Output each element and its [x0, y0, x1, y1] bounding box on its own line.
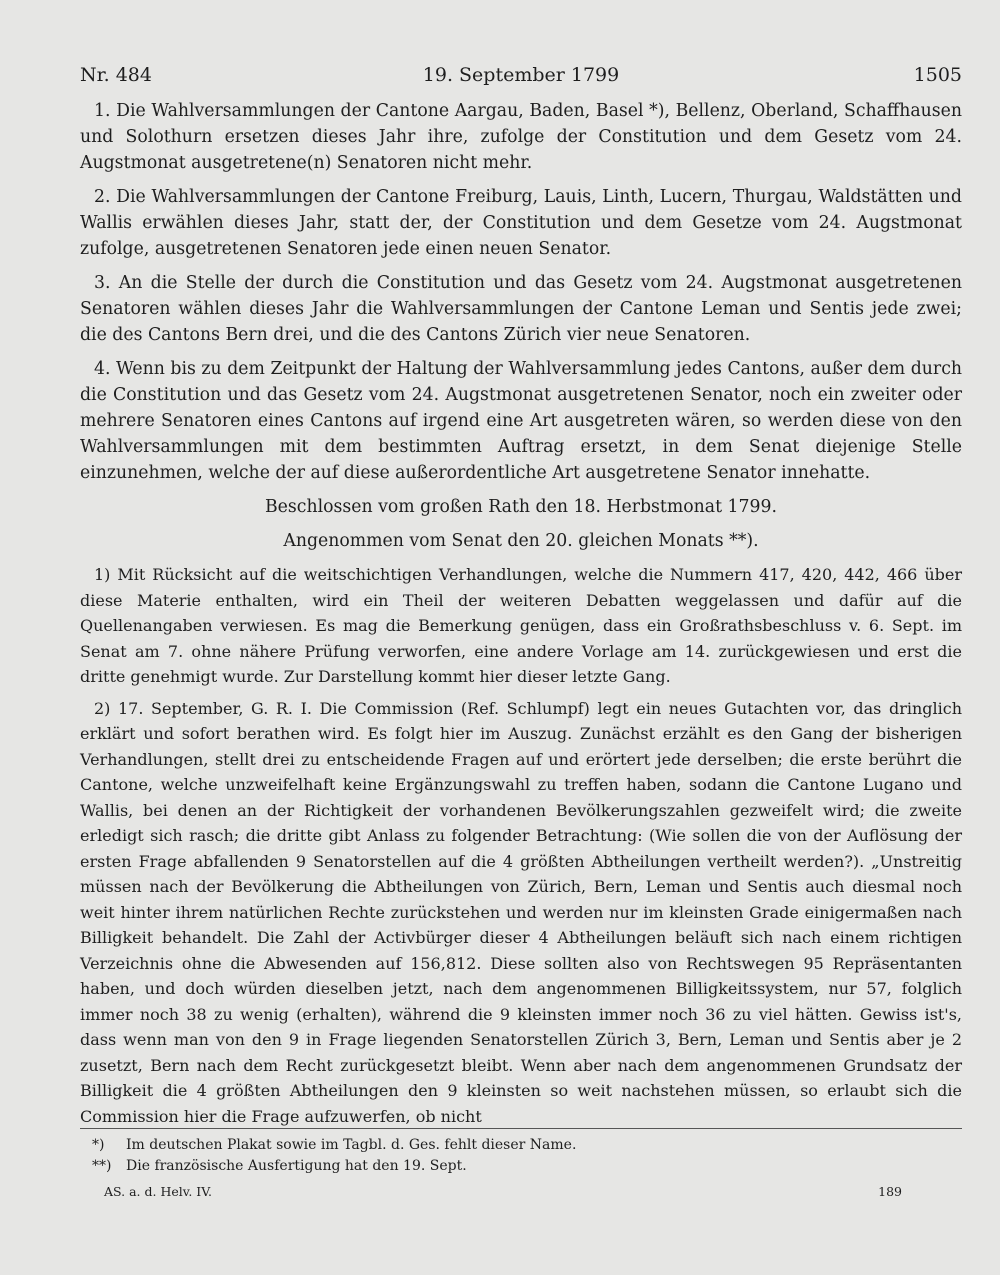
collection-signature: AS. a. d. Helv. IV.	[104, 1184, 213, 1199]
footnotes	[80, 1128, 962, 1177]
main-text	[80, 98, 962, 554]
footnote-mark: *)	[92, 1137, 105, 1153]
article-2: 2. Die Wahlversammlungen der Cantone Freiburg, Lauis, Linth, Lucern, Thurgau, Waldstätten und Wallis erwählen dieses Jahr, statt der, der Constitution und dem Gesetze vom 24. Augstmonat zufolge, ausgetretenen Senatoren jede einen neuen Senator.	[80, 187, 962, 259]
resolution-line: Beschlossen vom großen Rath den 18. Herbstmonat 1799.	[264, 497, 778, 517]
sheet-number: 189	[878, 1184, 902, 1199]
footnote-2	[92, 1156, 962, 1177]
article-3: 3. An die Stelle der durch die Constitution und das Gesetz vom 24. Augstmonat ausgetretenen Senatoren wählen dieses Jahr die Wahlversammlungen der Cantone Leman und Sentis jede zwei; die des Cantons Bern drei, und die des Cantons Zürich vier neue Senatoren.	[80, 273, 962, 345]
running-header	[80, 60, 962, 90]
page-number: 1505	[913, 64, 962, 86]
footnote-mark: **)	[92, 1158, 112, 1174]
document-number: Nr. 484	[80, 64, 152, 86]
header-date: 19. September 1799	[422, 64, 620, 86]
note-2: 2) 17. September, G. R. I. Die Commission (Ref. Schlumpf) legt ein neues Gutachten vor, das dringlich erklärt und sofort berathen wird. Es folgt hier im Auszug. Zunächst erzählt es den Gang der bisherigen Verhandlungen, stellt drei zu entscheidende Fragen auf und erörtert jede derselben; die erste berührt die Cantone, welche unzweifelhaft keine Ergänzungswahl zu treffen haben, sodann die Cantone Lugano und Wallis, bei denen an der Richtigkeit der vorhandenen Bevölkerungszahlen gezweifelt wird; die zweite erledigt sich rasch; die dritte gibt Anlass zu folgender Betrachtung: (Wie sollen die von der Auflösung der ersten Frage abfallenden 9 Senatorstellen auf die 4 größten Abtheilungen vertheilt werden?). „Unstreitig müssen nach der Bevölkerung die Abtheilungen von Zürich, Bern, Leman und Sentis auch diesmal noch weit hinter ihrem natürlichen Rechte zurückstehen und werden nur im kleinsten Grade einigermaßen nach Billigkeit behandelt. Die Zahl der Activbürger dieser 4 Abtheilungen beläuft sich nach einem richtigen Verzeichnis ohne die Abwesenden auf 156,812. Diese sollten also von Rechtswegen 95 Repräsentanten haben, und doch würden dieselben jetzt, nach dem angenommenen Billigkeitssystem, nur 57, folglich immer noch 38 zu wenig (erhalten), während die 9 kleinsten immer noch 36 zu viel hätten. Gewiss ist's, dass wenn man von den 9 in Frage liegenden Senatorstellen Zürich 3, Bern, Leman und Sentis aber je 2 zusetzt, Bern nach dem Recht zurückgesetzt bleibt. Wenn aber nach dem angenommenen Grundsatz der Billigkeit die 4 größten Abtheilungen den 9 kleinsten so weit nachstehen müssen, so erlaubt sich die Commission hier die Frage aufzuwerfen, ob nicht	[80, 698, 962, 1126]
article-1: 1. Die Wahlversammlungen der Cantone Aargau, Baden, Basel *), Bellenz, Oberland, Schaffhausen und Solothurn ersetzen dieses Jahr ihre, zufolge der Constitution und dem Gesetz vom 24. Augstmonat ausgetretene(n) Senatoren nicht mehr.	[80, 101, 962, 173]
footnote-1	[92, 1135, 962, 1156]
editorial-notes	[80, 562, 962, 1129]
acceptance-line: Angenommen vom Senat den 20. gleichen Monats **).	[283, 531, 759, 551]
footnote-text: Die französische Ausfertigung hat den 19. Sept.	[126, 1158, 467, 1174]
article-4: 4. Wenn bis zu dem Zeitpunkt der Haltung der Wahlversammlung jedes Cantons, außer dem durch die Constitution und das Gesetz vom 24. Augstmonat ausgetretenen Senator, noch ein zweiter oder mehrere Senatoren eines Cantons auf irgend eine Art ausgetreten wären, so werden diese von den Wahlversammlungen mit dem bestimmten Auftrag ersetzt, in dem Senat diejenige Stelle einzunehmen, welche der auf diese außerordentliche Art ausgetretene Senator innehatte.	[80, 359, 962, 483]
footnote-text: Im deutschen Plakat sowie im Tagbl. d. Ges. fehlt dieser Name.	[126, 1137, 577, 1153]
note-1: 1) Mit Rücksicht auf die weitschichtigen Verhandlungen, welche die Nummern 417, 420, 442, 466 über diese Materie enthalten, wird ein Theil der weiteren Debatten weggelassen und dafür auf die Quellenangaben verwiesen. Es mag die Bemerkung genügen, dass ein Großrathsbeschluss v. 6. Sept. im Senat am 7. ohne nähere Prüfung verworfen, eine andere Vorlage am 14. zurückgewiesen und erst die dritte genehmigt wurde. Zur Darstellung kommt hier dieser letzte Gang.	[80, 565, 962, 686]
